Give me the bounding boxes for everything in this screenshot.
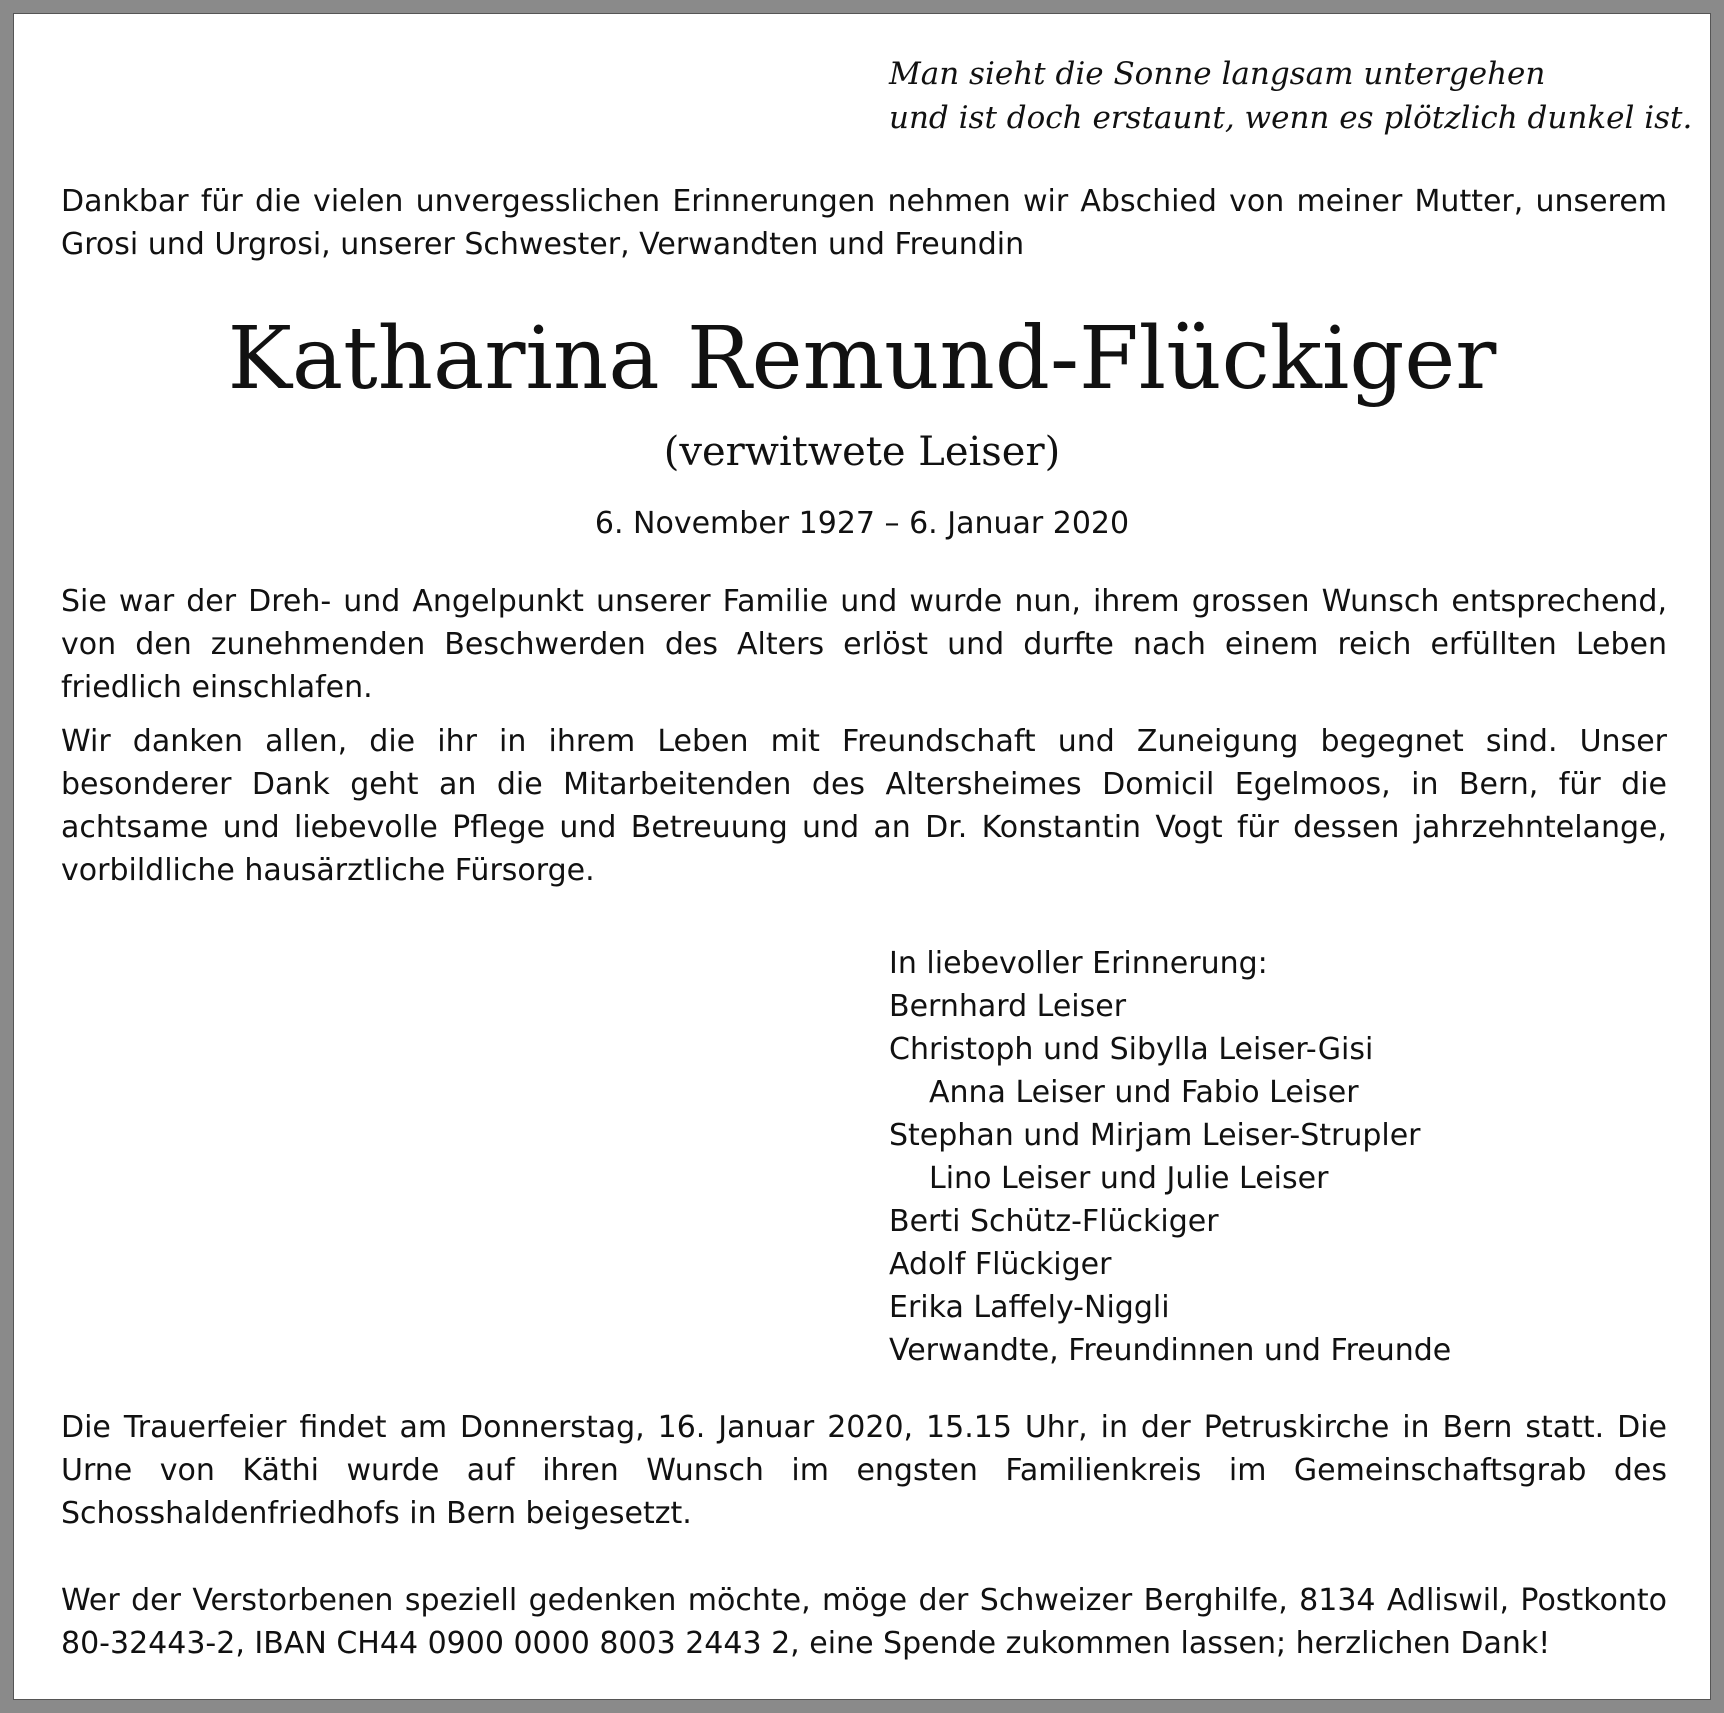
mourner-name: Anna Leiser und Fabio Leiser bbox=[929, 1075, 1359, 1110]
intro-text: Dankbar für die vielen unvergesslichen Erinnerungen nehmen wir Abschied von meiner Mutter, unserem Grosi und Urgrosi, unserer Schwester, Verwandten und Freundin bbox=[61, 184, 1667, 262]
obituary-notice bbox=[13, 13, 1711, 1700]
mourner-name: Erika Laffely-Niggli bbox=[889, 1290, 1170, 1325]
mourner-name: Adolf Flückiger bbox=[889, 1247, 1112, 1282]
mourner-name: Lino Leiser und Julie Leiser bbox=[929, 1161, 1329, 1196]
motto-quote bbox=[889, 52, 1692, 140]
mourner-name: Verwandte, Freundinnen und Freunde bbox=[889, 1333, 1452, 1368]
mourner-name: Stephan und Mirjam Leiser-Strupler bbox=[889, 1118, 1421, 1153]
donation-info: Wer der Verstorbenen speziell gedenken möchte, möge der Schweizer Berghilfe, 8134 Adliswil, Postkonto 80-32443-2, IBAN CH44 0900 0000 8003 2443 2, eine Spende zukommen lassen; herzlichen Dank! bbox=[61, 1583, 1667, 1661]
deceased-maiden-name: (verwitwete Leiser) bbox=[663, 429, 1061, 475]
body-paragraph-2: Wir danken allen, die ihr in ihrem Leben mit Freundschaft und Zuneigung begegnet sind. Unser besonderer Dank geht an die Mitarbeitenden des Altersheimes Domicil Egelmoos, in Bern, für die achtsame und liebevolle Pflege und Betreuung und an Dr. Konstantin Vogt für dessen jahrzehntelange, vorbildliche hausärztliche Fürsorge. bbox=[61, 724, 1667, 888]
life-dates: 6. November 1927 – 6. Januar 2020 bbox=[594, 506, 1130, 541]
deceased-name: Katharina Remund-Flückiger bbox=[227, 309, 1497, 409]
mourner-name: Berti Schütz-Flückiger bbox=[889, 1204, 1219, 1239]
motto-line-1: Man sieht die Sonne langsam untergehen bbox=[889, 56, 1546, 92]
mourner-name: Bernhard Leiser bbox=[889, 989, 1127, 1024]
funeral-info: Die Trauerfeier findet am Donnerstag, 16. Januar 2020, 15.15 Uhr, in der Petruskirche in Bern statt. Die Urne von Käthi wurde auf ihren Wunsch im engsten Familienkreis im Gemeinschaftsgrab des Schosshaldenfriedhofs in Bern beigesetzt. bbox=[61, 1410, 1667, 1531]
body-paragraph-1: Sie war der Dreh- und Angelpunkt unserer Familie und wurde nun, ihrem grossen Wunsch entsprechend, von den zunehmenden Beschwerden des Alters erlöst und durfte nach einem reich erfüllten Leben friedlich einschlafen. bbox=[61, 584, 1667, 705]
mourner-name: Christoph und Sibylla Leiser-Gisi bbox=[889, 1032, 1374, 1067]
mourners-list bbox=[889, 942, 1451, 1372]
motto-line-2: und ist doch erstaunt, wenn es plötzlich dunkel ist. bbox=[889, 100, 1693, 136]
mourners-heading: In liebevoller Erinnerung: bbox=[889, 946, 1268, 981]
